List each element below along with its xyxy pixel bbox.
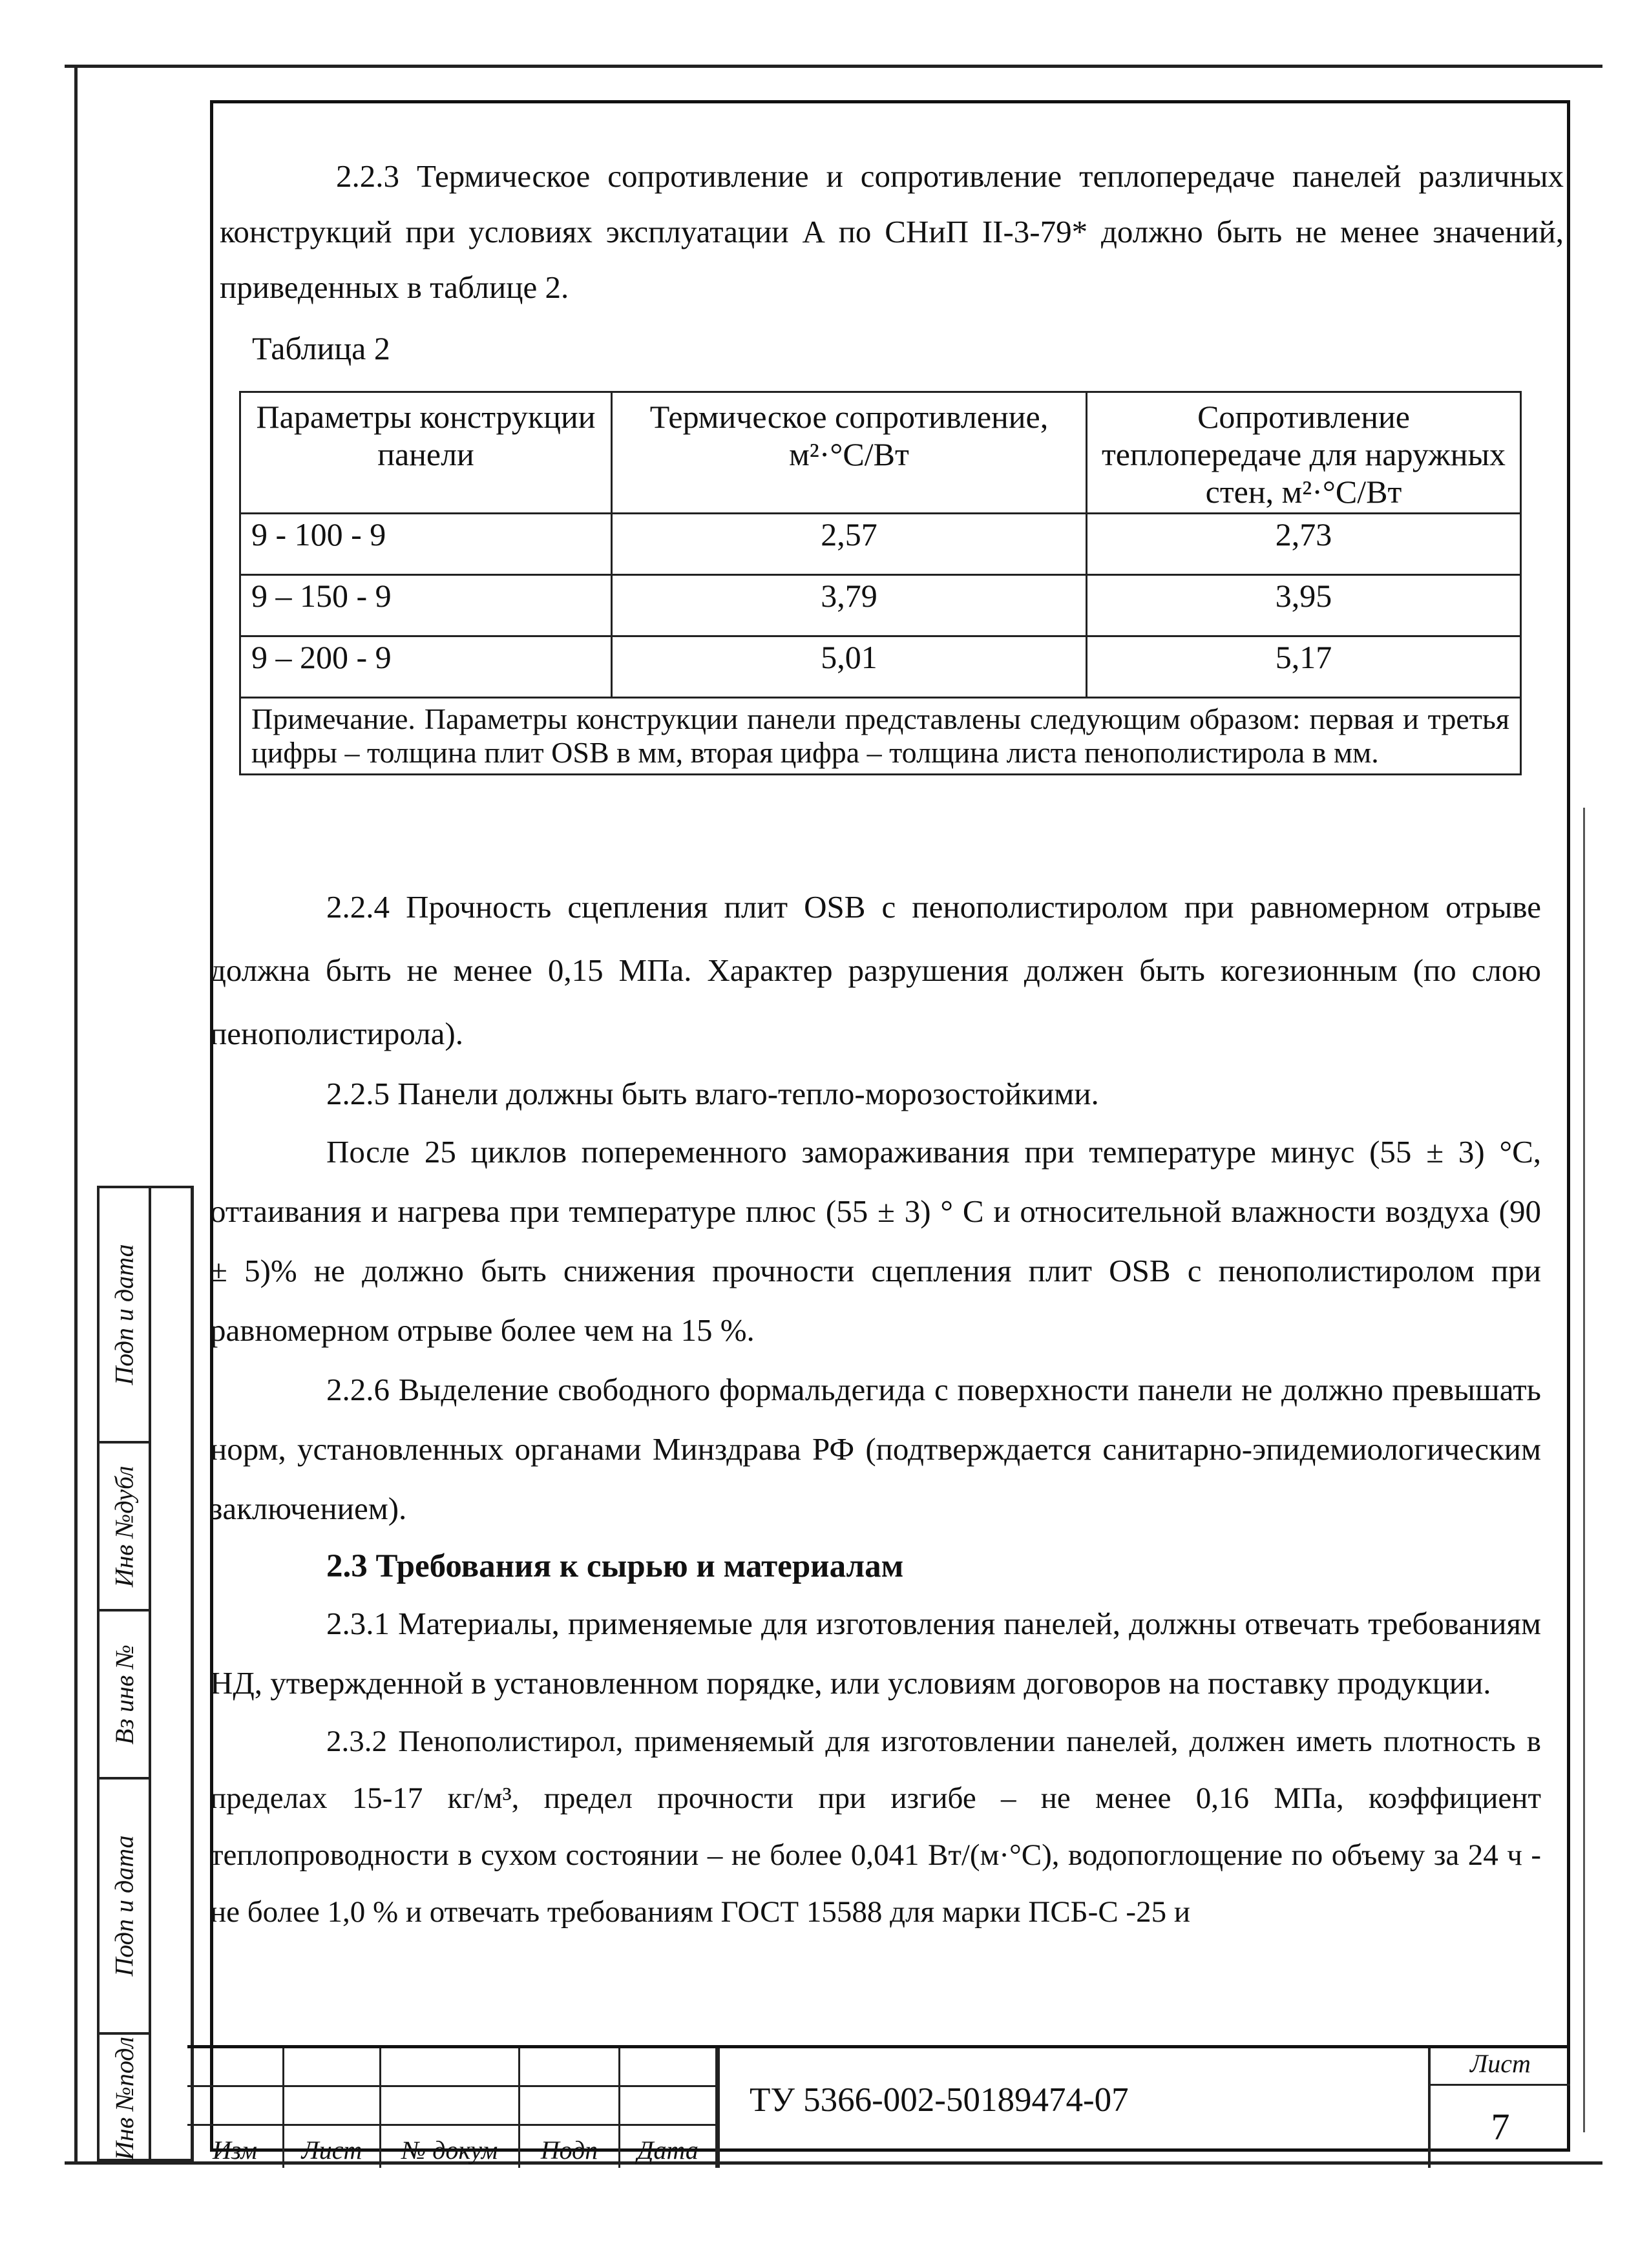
side-cell: Вз инв №: [100, 1612, 151, 1780]
outer-border-left: [74, 65, 78, 2165]
side-cell: Инв №дубл: [100, 1444, 151, 1612]
table-note: Примечание. Параметры конструкции панели представлены следующим образом: первая и третья цифры – толщина плит OSB в мм, вторая цифра – толщина листа пенополистирола в мм.: [240, 698, 1521, 775]
stamp-blank: [381, 2087, 520, 2126]
cell-thermal: 5,01: [612, 636, 1087, 698]
title-block: [187, 2045, 1570, 2168]
section-2-2-4-text: 2.2.4 Прочность сцепления плит OSB с пенополистиролом при равномерном отрыве должна быть не менее 0,15 МПа. Характер разрушения должен быть когезионным (по слою пенополистирола).: [210, 889, 1541, 1051]
table-row: [240, 575, 1521, 636]
stamp-label-data: Дата: [620, 2126, 717, 2168]
stamp-blank: [284, 2087, 381, 2126]
side-cell: Подп и дата: [100, 1780, 151, 2035]
cell-transfer: 2,73: [1087, 514, 1521, 575]
stamp-blank: [620, 2087, 717, 2126]
stamp-blank: [620, 2048, 717, 2087]
outer-border-top: [65, 65, 1602, 68]
stamp-blank: [520, 2087, 620, 2126]
document-code: ТУ 5366-002-50189474-07: [750, 2081, 1129, 2119]
stamp-label-list: Лист: [284, 2126, 381, 2168]
section-2-2-3: [220, 149, 1564, 315]
stamp-label-dokum: № докум: [381, 2126, 520, 2168]
stamp-divider: [717, 2048, 720, 2168]
cell-param: 9 - 100 - 9: [240, 514, 612, 575]
header-param: Параметры конструкции панели: [240, 392, 612, 514]
stamp-label-podp: Подп: [520, 2126, 620, 2168]
cell-transfer: 5,17: [1087, 636, 1521, 698]
section-2-3-1-text: 2.3.1 Материалы, применяемые для изготовления панелей, должны отвечать требованиям НД, утвержденной в установленном порядке, или условиям договоров на поставку продукции.: [210, 1606, 1541, 1701]
table-note-row: [240, 698, 1521, 775]
header-transfer: Сопротивление теплопередаче для наружных стен, м²·°С/Вт: [1087, 392, 1521, 514]
table-caption: Таблица 2: [252, 330, 390, 366]
header-thermal: Термическое сопротивление, м²·°С/Вт: [612, 392, 1087, 514]
sheet-label: Лист: [1428, 2048, 1570, 2086]
heading-2-3: 2.3 Требования к сырью и материалам: [326, 1548, 904, 1584]
cell-transfer: 3,95: [1087, 575, 1521, 636]
section-2-2-5-text: 2.2.5 Панели должны быть влаго-тепло-морозостойкими.: [326, 1076, 1099, 1111]
table-row: [240, 514, 1521, 575]
section-2-2-3-text: 2.2.3 Термическое сопротивление и сопротивление теплопередаче панелей различных конструкций при условиях эксплуатации А по СНиП II-3-79* должно быть не менее значений, приведенных в таблице 2.: [220, 158, 1564, 305]
side-cell: Инв №подл: [100, 2035, 151, 2161]
cell-thermal: 3,79: [612, 575, 1087, 636]
section-2-2-6-text: 2.2.6 Выделение свободного формальдегида с поверхности панели не должно превышать норм, установленных органами Минздрава РФ (подтверждается санитарно-эпидемиологическим заключением).: [210, 1372, 1541, 1526]
cell-thermal: 2,57: [612, 514, 1087, 575]
sheet-number: 7: [1428, 2086, 1570, 2168]
section-2-2-4: [210, 876, 1541, 1940]
table-header-row: [240, 392, 1521, 514]
stamp-blank: [381, 2048, 520, 2087]
stamp-blank: [187, 2087, 284, 2126]
stamp-label-izm: Изм: [187, 2126, 284, 2168]
outer-border-right: [1583, 808, 1585, 2132]
section-2-3-2-text: 2.3.2 Пенополистирол, применяемый для изготовлении панелей, должен иметь плотность в пределах 15-17 кг/м³, предел прочности при изгибе – не менее 0,16 МПа, коэффициент теплопроводности в сухом состоянии – не более 0,041 Вт/(м·°С), водопоглощение по объему за 24 ч - не более 1,0 % и отвечать требованиям ГОСТ 15588 для марки ПСБ-С -25 и: [210, 1725, 1541, 1929]
cell-param: 9 – 150 - 9: [240, 575, 612, 636]
side-cell: Подп и дата: [100, 1188, 151, 1444]
table-row: [240, 636, 1521, 698]
thermal-resistance-table: [239, 391, 1522, 775]
stamp-blank: [520, 2048, 620, 2087]
stamp-blank: [187, 2048, 284, 2087]
cell-param: 9 – 200 - 9: [240, 636, 612, 698]
stamp-blank: [284, 2048, 381, 2087]
section-2-2-5-cont-text: После 25 циклов попеременного замораживания при температуре минус (55 ± 3) °С, оттаивания и нагрева при температуре плюс (55 ± 3) ° С и относительной влажности воздуха (90 ± 5)% не должно быть снижения прочности сцепления плит OSB с пенополистиролом при равномерном отрыве более чем на 15 %.: [210, 1134, 1541, 1348]
side-stamp: [97, 1186, 194, 2161]
